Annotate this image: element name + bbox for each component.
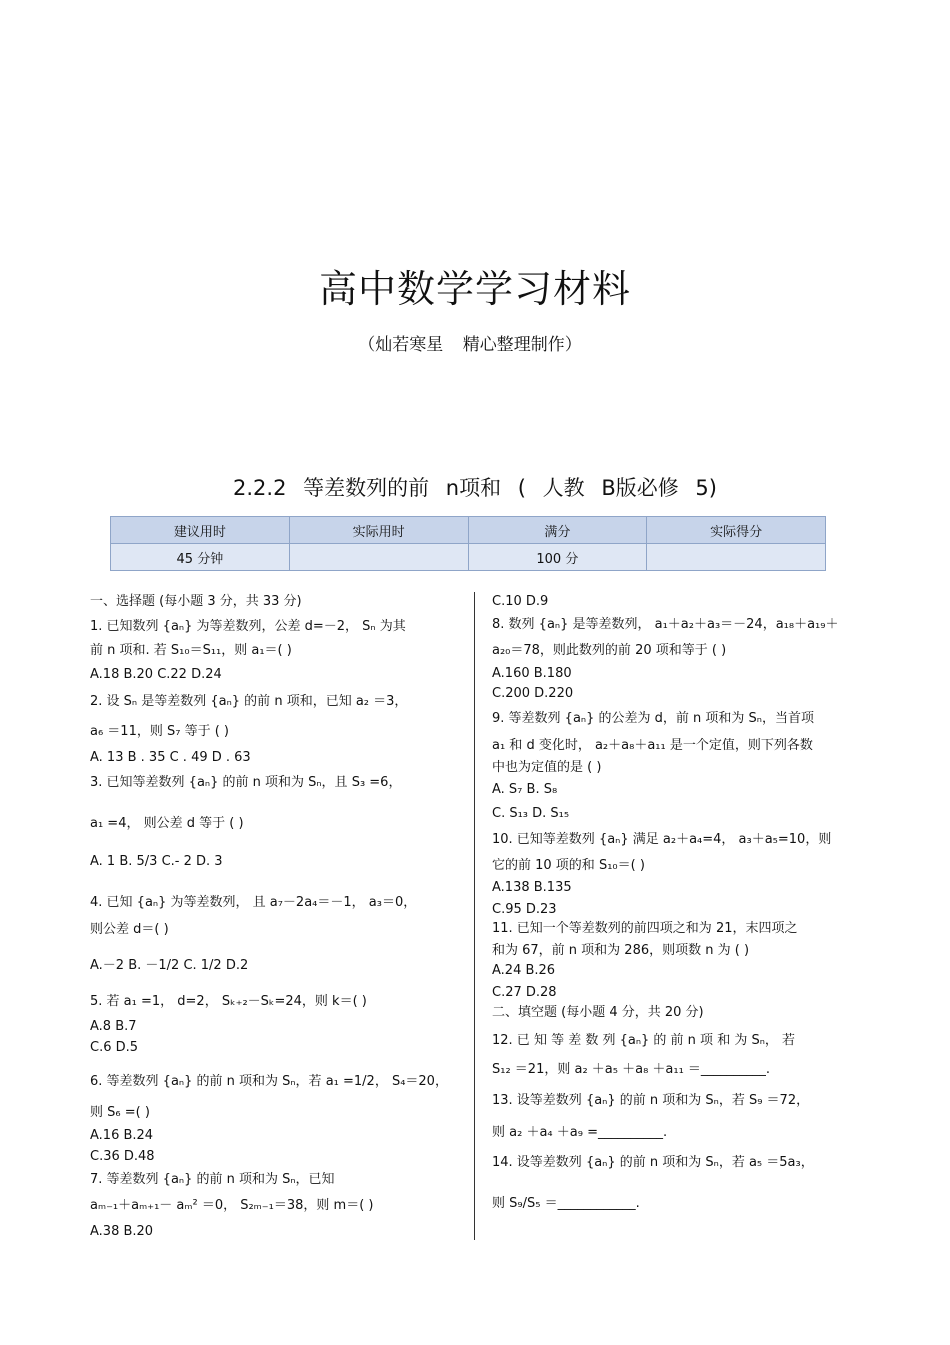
page-title: 高中数学学习材料 [318,267,631,311]
question-line: 则 S₉/S₅ ＝____________. [492,1196,640,1211]
question-line: 2. 设 Sₙ 是等差数列 {aₙ} 的前 n 项和，已知 a₂ ＝3， [90,694,408,709]
question-line: 则 S₆ =( ) [90,1105,150,1120]
question-line: A.24 B.26 [492,963,556,978]
question-line: S₁₂ ＝21，则 a₂ ＋a₅ ＋a₈ ＋a₁₁ ＝__________. [492,1062,771,1077]
question-line: C.36 D.48 [90,1149,155,1164]
question-line: A. 1 B. 5/3 C.- 2 D. 3 [90,854,223,869]
question-line: a₁ =4， 则公差 d 等于 ( ) [90,816,244,831]
question-line: 二、填空题 (每小题 4 分，共 20 分) [492,1005,704,1020]
time-score-table [110,516,826,571]
question-line: A.16 B.24 [90,1128,154,1143]
question-line: 8. 数列 {aₙ} 是等差数列， a₁＋a₂＋a₃＝－24，a₁₈＋a₁₉＋ [492,617,839,632]
question-line: 则公差 d＝( ) [90,922,169,937]
question-line: 6. 等差数列 {aₙ} 的前 n 项和为 Sₙ，若 a₁ =1/2， S₄＝20， [90,1074,448,1089]
question-line: 14. 设等差数列 {aₙ} 的前 n 项和为 Sₙ，若 a₅ ＝5a₃， [492,1155,814,1170]
question-line: 11. 已知一个等差数列的前四项之和为 21，末四项之 [492,921,798,936]
question-line: A.18 B.20 C.22 D.24 [90,667,222,682]
question-line: 则 a₂ ＋a₄ ＋a₉ =__________. [492,1125,668,1140]
question-line: C.6 D.5 [90,1040,139,1055]
table-header-row [111,517,826,544]
question-line: 中也为定值的是 ( ) [492,760,602,775]
question-line: aₘ₋₁＋aₘ₊₁－ aₘ² ＝0， S₂ₘ₋₁＝38，则 m＝( ) [90,1198,374,1213]
question-line: C.95 D.23 [492,902,557,917]
question-line: 一、选择题 (每小题 3 分，共 33 分) [90,594,302,609]
question-line: a₆ ＝11，则 S₇ 等于 ( ) [90,724,229,739]
question-line: C. S₁₃ D. S₁₅ [492,806,570,821]
question-line: A.138 B.135 [492,880,572,895]
question-line: 10. 已知等差数列 {aₙ} 满足 a₂＋a₄=4， a₃＋a₅=10，则 [492,832,832,847]
question-line: 前 n 项和. 若 S₁₀＝S₁₁，则 a₁＝( ) [90,643,292,658]
question-line: 5. 若 a₁ =1， d=2， Sₖ₊₂－Sₖ=24，则 k＝( ) [90,994,367,1009]
table-header-cell: 实际用时 [289,517,468,544]
question-line: 13. 设等差数列 {aₙ} 的前 n 项和为 Sₙ，若 S₉ ＝72， [492,1093,810,1108]
table-header-cell: 满分 [468,517,647,544]
question-line: 1. 已知数列 {aₙ} 为等差数列，公差 d=－2， Sₙ 为其 [90,619,406,634]
question-line: 12. 已 知 等 差 数 列 {aₙ} 的 前 n 项 和 为 Sₙ， 若 [492,1033,796,1048]
question-line: A.38 B.20 [90,1224,154,1239]
table-cell: 100 分 [468,544,647,571]
column-divider [474,592,475,1240]
question-line: 4. 已知 {aₙ} 为等差数列， 且 a₇－2a₄＝－1， a₃＝0， [90,895,417,910]
table-cell [647,544,826,571]
question-line: 它的前 10 项的和 S₁₀＝( ) [492,858,645,873]
question-line: A. S₇ B. S₈ [492,782,558,797]
question-line: A.－2 B. －1/2 C. 1/2 D.2 [90,958,249,973]
question-line: C.27 D.28 [492,985,557,1000]
table-cell: 45 分钟 [111,544,290,571]
table-cell [289,544,468,571]
section-title: 2.2.2 等差数列的前 n项和 ( 人教 B版必修 5) [233,476,717,500]
page-subtitle: （灿若寒星 精心整理制作） [358,335,582,355]
question-line: a₂₀＝78，则此数列的前 20 项和等于 ( ) [492,643,727,658]
table-header-cell: 建议用时 [111,517,290,544]
question-line: A.8 B.7 [90,1019,137,1034]
question-line: A. 13 B . 35 C . 49 D . 63 [90,750,251,765]
question-line: a₁ 和 d 变化时， a₂＋a₈＋a₁₁ 是一个定值，则下列各数 [492,738,813,753]
question-line: 和为 67，前 n 项和为 286，则项数 n 为 ( ) [492,943,750,958]
question-line: 7. 等差数列 {aₙ} 的前 n 项和为 Sₙ，已知 [90,1172,335,1187]
question-line: 3. 已知等差数列 {aₙ} 的前 n 项和为 Sₙ，且 S₃ =6， [90,775,402,790]
question-line: A.160 B.180 [492,666,572,681]
question-line: C.10 D.9 [492,594,549,609]
question-line: C.200 D.220 [492,686,574,701]
question-line: 9. 等差数列 {aₙ} 的公差为 d，前 n 项和为 Sₙ，当首项 [492,711,814,726]
table-row [111,544,826,571]
table-header-cell: 实际得分 [647,517,826,544]
